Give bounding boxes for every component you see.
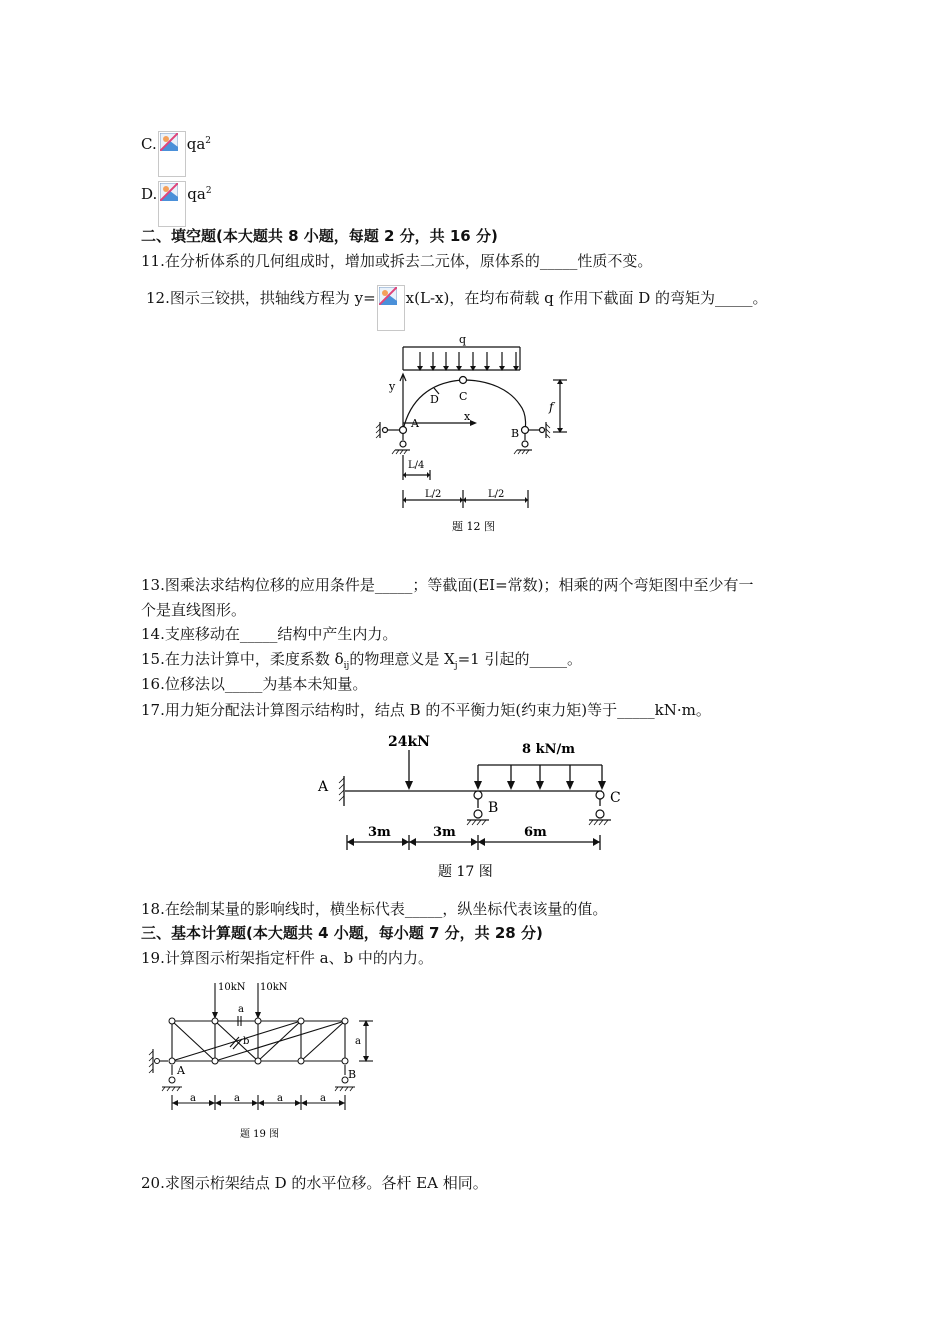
fig19-dim-label: a — [190, 1093, 196, 1104]
question-15-part2: 的物理意义是 X — [349, 650, 455, 668]
fig12-f-label: f — [549, 400, 554, 414]
question-18: 18.在绘制某量的影响线时，横坐标代表_____，纵坐标代表该量的值。 — [141, 900, 608, 918]
fig17-c-label: C — [610, 790, 621, 806]
fig12-l2b-label: L/2 — [488, 489, 505, 500]
fig12-y-label: y — [389, 380, 396, 393]
fig19-a-label: A — [177, 1064, 185, 1077]
option-d-sup: 2 — [205, 186, 212, 196]
fig19-member-a-label: a — [238, 1004, 244, 1015]
fig19-dim-label: a — [277, 1093, 283, 1104]
question-12-part2: x(L-x)，在均布荷载 q 作用下截面 D 的弯矩为_____。 — [405, 289, 768, 307]
question-15-sub2: j — [454, 661, 458, 671]
question-15-part1: 15.在力法计算中，柔度系数 δ — [141, 650, 344, 668]
fig12-d-label: D — [430, 393, 439, 406]
question-13-line2: 个是直线图形。 — [141, 601, 247, 619]
fig17-caption: 题 17 图 — [438, 864, 493, 880]
fig12-b-label: B — [511, 427, 520, 440]
option-c-label: C. — [141, 135, 157, 153]
question-12-part1: 12.图示三铰拱，拱轴线方程为 y= — [146, 289, 376, 307]
fig12-caption: 题 12 图 — [452, 520, 495, 533]
fig12-l4-label: L/4 — [408, 460, 425, 471]
fig17-point-load-label: 24kN — [388, 734, 430, 750]
fig12-l2a-label: L/2 — [425, 489, 442, 500]
fig17-a-label: A — [318, 779, 329, 795]
question-16: 16.位移法以_____为基本未知量。 — [141, 675, 368, 693]
broken-image-icon — [377, 285, 405, 331]
question-13-line1: 13.图乘法求结构位移的应用条件是_____；等截面(EI=常数)；相乘的两个弯矩图中至少有一 — [141, 576, 754, 594]
fig17-b-label: B — [488, 800, 499, 816]
fig19-side-dim-label: a — [355, 1036, 361, 1047]
fig19-b-label: B — [348, 1068, 357, 1081]
fig19-load2-label: 10kN — [260, 982, 288, 993]
option-c — [141, 130, 211, 177]
question-17: 17.用力矩分配法计算图示结构时，结点 B 的不平衡力矩(约束力矩)等于_____kN·m。 — [141, 701, 711, 719]
question-15-part3: =1 引起的_____。 — [457, 650, 582, 668]
question-19: 19.计算图示桁架指定杆件 a、b 中的内力。 — [141, 949, 433, 967]
fig17-dim1-label: 3m — [368, 825, 391, 840]
broken-image-icon — [158, 181, 186, 227]
fig17-dim3-label: 6m — [524, 825, 547, 840]
fig17-dist-load-label: 8 kN/m — [522, 742, 575, 757]
fig19-dim-label: a — [234, 1093, 240, 1104]
option-d-text: qa — [187, 185, 206, 203]
fig19-member-b-label: b — [243, 1036, 250, 1047]
fig19-dim-label: a — [320, 1093, 326, 1104]
figure-19 — [140, 975, 380, 1150]
broken-image-icon — [158, 131, 186, 177]
question-11: 11.在分析体系的几何组成时，增加或拆去二元体，原体系的_____性质不变。 — [141, 252, 653, 270]
fig19-caption: 题 19 图 — [240, 1129, 280, 1140]
question-12 — [146, 285, 768, 331]
fig12-q-label: q — [459, 333, 467, 346]
figure-12 — [370, 330, 580, 540]
fig12-x-label: x — [464, 410, 471, 423]
option-d-label: D. — [141, 185, 158, 203]
section3-heading: 三、基本计算题(本大题共 4 小题，每小题 7 分，共 28 分) — [141, 924, 543, 942]
fig12-c-label: C — [459, 390, 468, 403]
fig12-a-label: A — [411, 417, 419, 430]
figure-17 — [312, 728, 642, 888]
option-c-text: qa — [186, 135, 206, 153]
question-14: 14.支座移动在_____结构中产生内力。 — [141, 625, 398, 643]
fig19-load1-label: 10kN — [218, 982, 246, 993]
question-20: 20.求图示桁架结点 D 的水平位移。各杆 EA 相同。 — [141, 1174, 488, 1192]
question-15-sub1: ij — [343, 661, 350, 671]
option-c-sup: 2 — [205, 136, 211, 146]
fig17-dim2-label: 3m — [433, 825, 456, 840]
option-d — [141, 180, 212, 227]
section2-heading: 二、填空题(本大题共 8 小题，每题 2 分，共 16 分) — [141, 227, 498, 245]
